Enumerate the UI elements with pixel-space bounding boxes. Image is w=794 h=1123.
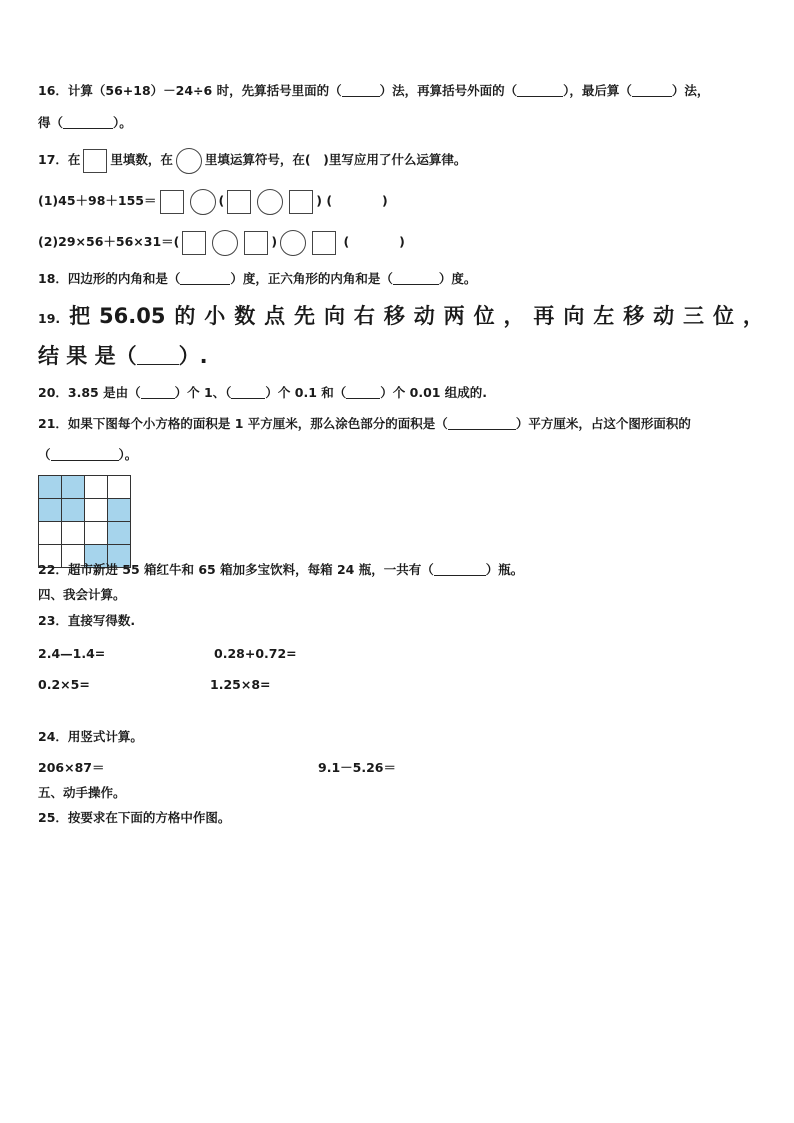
- question-20: [38, 383, 764, 403]
- q18-text-b: ）度，正六角形的内角和是（: [230, 271, 393, 286]
- q16-text-e: 得（: [38, 115, 64, 130]
- question-16-line-1: [38, 81, 764, 101]
- q16-text-d: ）法，: [671, 83, 710, 98]
- operator-circle[interactable]: [190, 189, 216, 215]
- number-box[interactable]: [312, 231, 336, 255]
- q17-p1-label: (1)45＋98＋155＝: [38, 193, 157, 208]
- q22-text-a: 22．超市新进 55 箱红牛和 65 箱加多宝饮料，每箱 24 瓶，一共有（: [38, 562, 434, 577]
- q17-text-b: 里填数，在: [110, 152, 173, 167]
- q19-char: ，: [503, 304, 525, 328]
- grid-cell-shaded: [62, 476, 85, 499]
- q20-text-d: ）个 0.01 组成的.: [380, 385, 488, 400]
- number-box[interactable]: [289, 190, 313, 214]
- answer-blank[interactable]: [632, 84, 672, 97]
- q22-text-b: ）瓶。: [485, 562, 524, 577]
- number-box[interactable]: [160, 190, 184, 214]
- q16-text-b: ）法，再算括号外面的（: [379, 83, 518, 98]
- answer-blank[interactable]: [180, 272, 230, 285]
- number-box[interactable]: [227, 190, 251, 214]
- answer-blank[interactable]: [434, 563, 486, 576]
- answer-blank[interactable]: [137, 348, 179, 365]
- q19-char: 向: [323, 304, 345, 328]
- answer-blank[interactable]: [231, 386, 265, 399]
- grid-cell-shaded: [39, 499, 62, 522]
- question-21-line-2: [38, 445, 764, 465]
- q21-text-b: ）平方厘米，占这个图形面积的: [515, 416, 691, 431]
- q19-char: 点: [264, 304, 286, 328]
- q19-char: 位: [712, 304, 734, 328]
- q19-char: 两: [443, 304, 465, 328]
- operator-circle[interactable]: [257, 189, 283, 215]
- q19-char: ，: [742, 304, 764, 328]
- q19-char: 右: [353, 304, 375, 328]
- q19-char: 三: [683, 304, 705, 328]
- q19-char: 数: [234, 304, 256, 328]
- q19-char: 移: [623, 304, 645, 328]
- q19-char: 动: [413, 304, 435, 328]
- grid-cell: [85, 499, 108, 522]
- question-21-line-1: [38, 414, 764, 434]
- q16-text-f: ）。: [113, 115, 132, 130]
- paren: (: [218, 193, 225, 208]
- answer-blank[interactable]: [342, 84, 380, 97]
- q18-text-c: ）度。: [438, 271, 477, 286]
- paren: ): [271, 234, 278, 249]
- q21-text-a: 21．如果下图每个小方格的面积是 1 平方厘米，那么涂色部分的面积是（: [38, 416, 448, 431]
- q19-char: 动: [653, 304, 675, 328]
- q16-text-a: 16．计算（56+18）－24÷6 时，先算括号里面的（: [38, 83, 342, 98]
- q19-text-a: 结 果 是（: [38, 344, 137, 368]
- question-19-line-2: [38, 342, 764, 370]
- number-box[interactable]: [244, 231, 268, 255]
- grid-cell-shaded: [39, 476, 62, 499]
- answer-blank[interactable]: [393, 272, 439, 285]
- q20-text-c: ）个 0.1 和（: [265, 385, 347, 400]
- grid-cell: [62, 522, 85, 545]
- q17-text-c: 里填运算符号，在( )里写应用了什么运算律。: [204, 152, 467, 167]
- q18-text-a: 18．四边形的内角和是（: [38, 271, 181, 286]
- grid-row: [39, 476, 131, 499]
- grid-cell: [108, 476, 131, 499]
- q19-char: 再: [533, 304, 555, 328]
- grid-cell-shaded: [108, 522, 131, 545]
- question-25-title: 25．按要求在下面的方格中作图。: [38, 810, 231, 825]
- question-24-title: 24．用竖式计算。: [38, 729, 143, 744]
- grid-cell: [85, 476, 108, 499]
- q19-number: 19.: [38, 311, 61, 326]
- answer-blank[interactable]: [517, 84, 563, 97]
- q19-char: 小: [204, 304, 226, 328]
- grid-row: [39, 499, 131, 522]
- question-17-part-2: [38, 228, 764, 256]
- question-19-line-1: [38, 302, 764, 333]
- box-icon: [83, 149, 107, 173]
- grid-cell: [39, 522, 62, 545]
- q19-char: 先: [294, 304, 316, 328]
- grid-cell: [85, 522, 108, 545]
- q21-text-d: ）。: [118, 447, 138, 462]
- vertical-calc-item: 206×87＝: [38, 760, 105, 775]
- q17-text-a: 17．在: [38, 152, 81, 167]
- question-17-part-1: [38, 187, 764, 215]
- q19-char: 移: [383, 304, 405, 328]
- grid-cell-shaded: [108, 499, 131, 522]
- q20-text-a: 20．3.85 是由（: [38, 385, 141, 400]
- answer-blank[interactable]: [141, 386, 175, 399]
- q16-text-c: ），最后算（: [563, 83, 632, 98]
- answer-blank[interactable]: [63, 116, 113, 129]
- q19-char: 把: [69, 304, 91, 328]
- q21-text-c: （: [38, 447, 51, 462]
- vertical-calc-item: 9.1－5.26＝: [318, 760, 396, 775]
- law-blank[interactable]: ( ): [343, 234, 405, 249]
- operator-circle[interactable]: [280, 230, 306, 256]
- calc-item: 0.2×5=: [38, 677, 90, 692]
- q19-char: 向: [563, 304, 585, 328]
- q19-char: 左: [593, 304, 615, 328]
- section-4-heading: 四、我会计算。: [38, 587, 126, 602]
- calc-item: 1.25×8=: [210, 677, 271, 692]
- q19-char: 的: [174, 304, 196, 328]
- calc-item: 0.28+0.72=: [214, 646, 297, 661]
- answer-blank[interactable]: [448, 417, 516, 430]
- grid-cell-shaded: [62, 499, 85, 522]
- question-16-line-2: [38, 113, 764, 133]
- circle-icon: [176, 148, 202, 174]
- answer-blank[interactable]: [346, 386, 380, 399]
- number-box[interactable]: [182, 231, 206, 255]
- q19-text-b: ）.: [178, 344, 208, 368]
- paren: ): [316, 193, 322, 208]
- question-22: [38, 560, 764, 580]
- question-17-intro: [38, 147, 764, 174]
- question-18: [38, 269, 764, 289]
- law-blank[interactable]: ( ): [326, 193, 388, 208]
- q19-char: 位: [473, 304, 495, 328]
- q20-text-b: ）个 1、（: [174, 385, 232, 400]
- operator-circle[interactable]: [212, 230, 238, 256]
- q19-char: 56.05: [99, 304, 166, 328]
- answer-blank[interactable]: [51, 448, 119, 461]
- calc-item: 2.4—1.4=: [38, 646, 106, 661]
- grid-row: [39, 522, 131, 545]
- shaded-grid-figure: [38, 475, 131, 568]
- question-23-title: 23．直接写得数.: [38, 613, 136, 628]
- section-5-heading: 五、动手操作。: [38, 785, 126, 800]
- q17-p2-label: (2)29×56＋56×31＝(: [38, 234, 180, 249]
